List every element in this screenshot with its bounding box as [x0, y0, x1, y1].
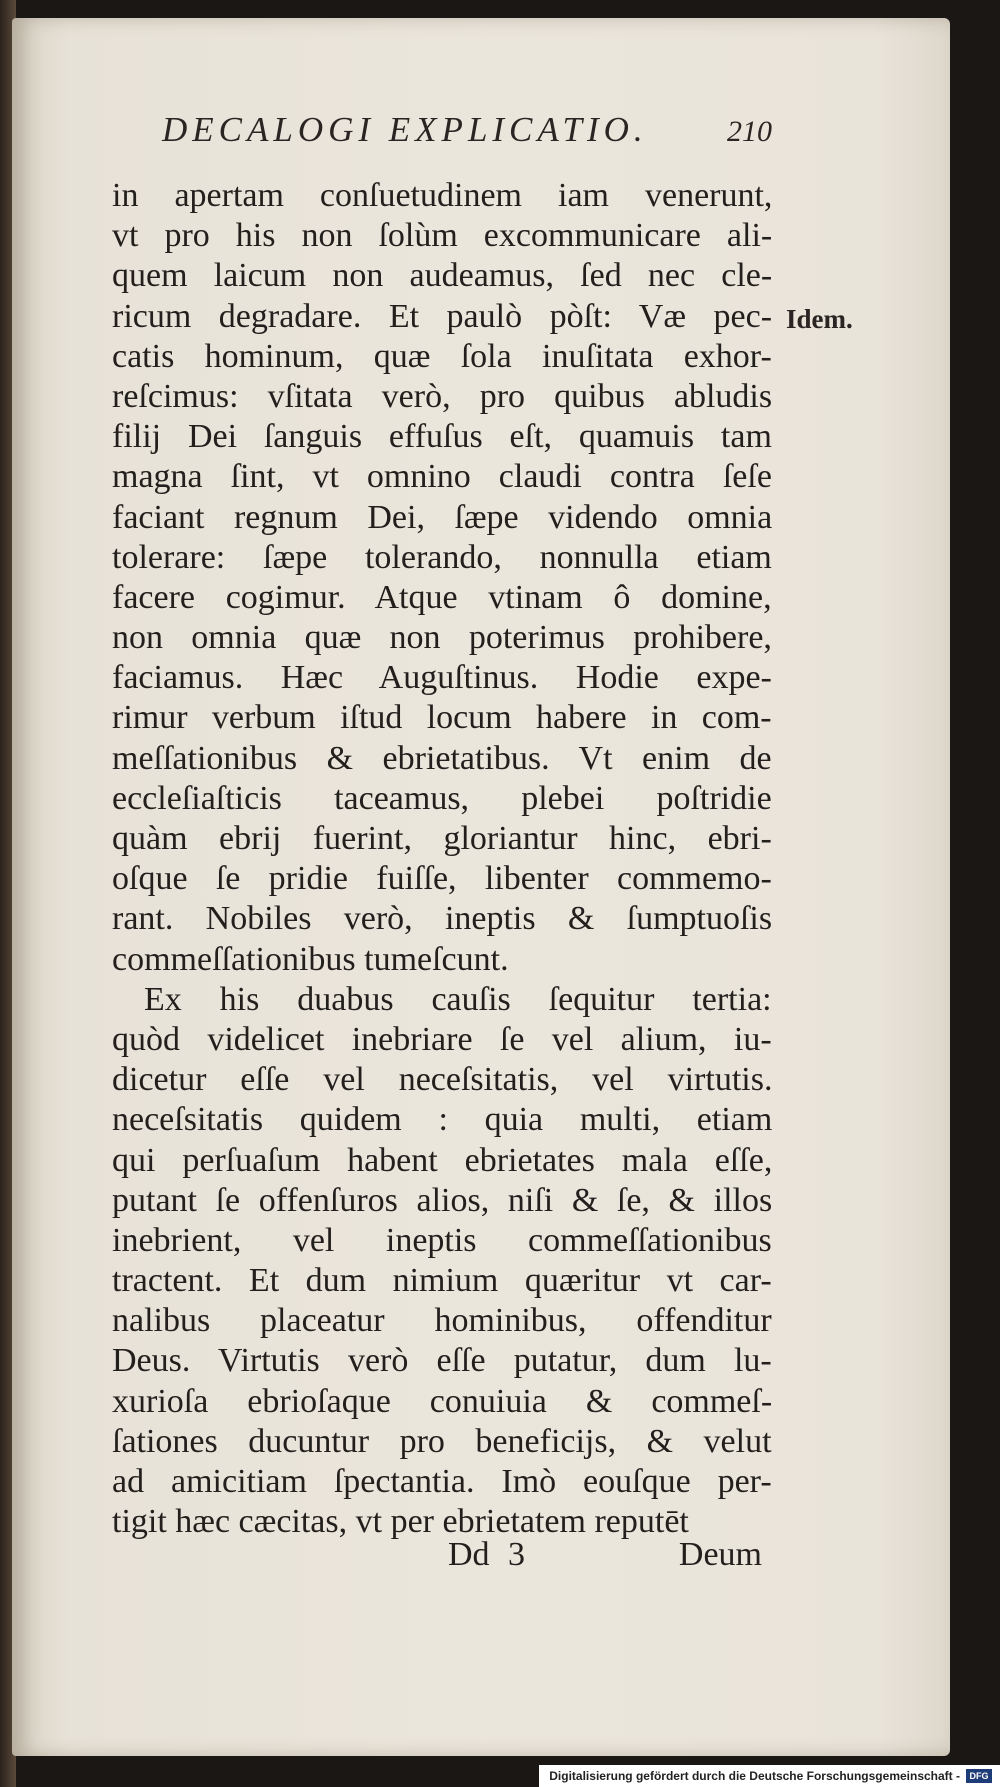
text-line: commeſſationibus tumeſcunt. — [112, 940, 509, 978]
text-line: facere cogimur. Atque vtinam ô domine, — [112, 578, 772, 616]
text-line: quem laicum non audeamus, ſed nec cle- — [112, 257, 773, 295]
text-line: reſcimus: vſitata verò, pro quibus abludis — [112, 377, 773, 415]
digitization-credit-bar — [539, 1765, 1000, 1787]
text-line: rimur verbum iſtud locum habere in com- — [112, 699, 772, 737]
text-line: non omnia quæ non poterimus prohibere, — [112, 619, 772, 657]
text-line: eccleſiaſticis taceamus, plebei poſtridie — [112, 779, 772, 817]
text-line: dicetur eſſe vel neceſsitatis, vel virtutis. — [112, 1061, 773, 1099]
page-footer — [112, 1536, 762, 1580]
text-line: oſque ſe pridie fuiſſe, libenter commemo- — [112, 860, 772, 898]
text-line: nalibus placeatur hominibus, offenditur — [112, 1302, 772, 1340]
text-line: tolerare: ſæpe tolerando, nonnulla etiam — [112, 538, 772, 576]
text-line: Ex his duabus cauſis ſequitur tertia: — [144, 980, 772, 1018]
body-text — [112, 176, 772, 1542]
text-line: meſſationibus & ebrietatibus. Vt enim de — [112, 739, 772, 777]
running-title: DECALOGI EXPLICATIO. — [162, 110, 648, 149]
text-line: magna ſint, vt omnino claudi contra ſeſe — [112, 458, 772, 496]
text-line: in apertam conſuetudinem iam venerunt, — [112, 177, 773, 214]
page-number: 210 — [727, 115, 772, 148]
signature-mark: Dd 3 — [448, 1536, 526, 1573]
catchword: Deum — [678, 1536, 762, 1573]
text-line: qui perſuaſum habent ebrietates mala eſſe, — [112, 1141, 773, 1179]
margin-note: Idem. — [786, 304, 853, 334]
running-header — [162, 110, 772, 150]
text-line: faciamus. Hæc Auguſtinus. Hodie expe- — [112, 659, 772, 697]
text-line: catis hominum, quæ ſola inuſitata exhor- — [112, 337, 772, 375]
text-line: rant. Nobiles verò, ineptis & ſumptuoſis — [112, 900, 773, 938]
text-line: quòd videlicet inebriare ſe vel alium, iu- — [112, 1020, 772, 1058]
text-line: faciant regnum Dei, ſæpe videndo omnia — [112, 498, 773, 536]
text-line: ſationes ducuntur pro beneficijs, & velut — [112, 1422, 772, 1460]
text-line: xurioſa ebrioſaque conuiuia & commeſ- — [112, 1382, 773, 1420]
text-line: inebrient, vel ineptis commeſſationibus — [112, 1221, 772, 1259]
text-line: ricum degradare. Et paulò pòſt: Væ pec- — [112, 297, 773, 335]
text-line: ad amicitiam ſpectantia. Imò eouſque per- — [112, 1463, 772, 1500]
text-line: quàm ebrij fuerint, gloriantur hinc, ebri- — [112, 820, 772, 857]
dfg-logo-icon: DFG — [966, 1769, 992, 1783]
text-line: tractent. Et dum nimium quæritur vt car- — [112, 1262, 772, 1300]
text-line: vt pro his non ſolùm excommunicare ali- — [112, 217, 773, 255]
text-line: Deus. Virtutis verò eſſe putatur, dum lu- — [112, 1342, 772, 1380]
text-line: neceſsitatis quidem : quia multi, etiam — [112, 1101, 773, 1139]
text-line: putant ſe offenſuros alios, niſi & ſe, & illos — [112, 1181, 773, 1219]
book-page — [12, 18, 950, 1756]
digitization-credit-text: Digitalisierung gefördert durch die Deutsche Forschungsgemeinschaft - — [549, 1769, 960, 1783]
text-line: tigit hæc cæcitas, vt per ebrietatem reputēt — [112, 1503, 689, 1541]
text-line: filij Dei ſanguis effuſus eſt, quamuis tam — [112, 418, 772, 456]
